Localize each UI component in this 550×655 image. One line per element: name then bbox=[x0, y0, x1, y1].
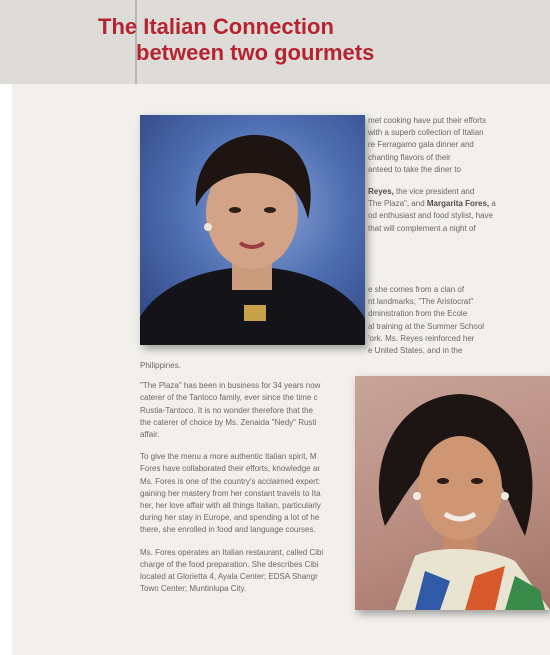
portrait-photo-reyes bbox=[140, 115, 365, 345]
title-line-2: between two gourmets bbox=[136, 40, 375, 65]
text-line: gaining her mastery from her constant travels to Ita bbox=[140, 488, 321, 498]
text-line: The Plaza", and Margarita Fores, a bbox=[368, 199, 496, 209]
text-line: Town Center; Muntinlupa City. bbox=[140, 584, 247, 594]
text-line: Rustia-Tantoco. It is no wonder therefore that the bbox=[140, 405, 313, 415]
portrait-reyes-image bbox=[140, 115, 365, 345]
text-line: during her stay in Europe, and spending a lot of he bbox=[140, 513, 320, 523]
text-line: there, she enrolled in food and language courses. bbox=[140, 525, 316, 535]
text-line: with a superb collection of Italian bbox=[368, 128, 484, 138]
text-line: Reyes, the vice president and bbox=[368, 187, 475, 197]
text-line: e she comes from a clan of bbox=[368, 285, 465, 294]
text-line: met cooking have put their efforts bbox=[368, 116, 487, 125]
text-line: 'ork. Ms. Reyes reinforced her bbox=[368, 333, 475, 343]
name-fores: Margarita Fores, bbox=[426, 199, 490, 209]
text-line: that will complement a night of bbox=[368, 223, 476, 233]
text-line: e United States, and in the bbox=[368, 346, 463, 356]
text-line: caterer of the Tantoco family, ever since the time c bbox=[140, 393, 318, 403]
text-line: Fores have collaborated their efforts, knowledge ar bbox=[140, 464, 320, 474]
article-title bbox=[98, 14, 374, 66]
text-line: al training at the Summer School bbox=[368, 321, 485, 331]
right-column-top bbox=[368, 115, 496, 235]
text-line: anteed to take the diner to bbox=[368, 164, 461, 174]
text-line: Ms. Fores is one of the country's acclaimed expert: bbox=[140, 476, 321, 486]
text-line: her, her love affair with all things Italian, particularly bbox=[140, 501, 321, 511]
text-line: Ms. Fores operates an Italian restaurant, called Cibi bbox=[140, 547, 324, 557]
text-line: Philippines. bbox=[140, 361, 181, 370]
text-line: "The Plaza" has been in business for 34 years now bbox=[140, 381, 321, 391]
left-column bbox=[140, 360, 323, 595]
text-line: chanting flavors of their bbox=[368, 152, 451, 162]
left-margin-strip bbox=[0, 84, 12, 655]
text-line: located at Glorietta 4, Ayala Center; EDSA Shangr bbox=[140, 572, 318, 582]
portrait-photo-fores bbox=[355, 376, 550, 610]
text-line: affair. bbox=[140, 430, 160, 440]
page-header bbox=[0, 0, 550, 84]
text-line: nt landmarks, "The Aristocrat" bbox=[368, 297, 474, 307]
text-line: charge of the food preparation. She describes Cibi bbox=[140, 559, 319, 569]
text-line: re Ferragamo gala dinner and bbox=[368, 140, 474, 150]
portrait-fores-image bbox=[355, 376, 550, 610]
name-reyes: Reyes, bbox=[368, 187, 394, 197]
right-column-mid bbox=[368, 284, 484, 357]
text-line: dministration from the Ecole bbox=[368, 309, 468, 319]
text-line: od enthusiast and food stylist, have bbox=[368, 211, 493, 221]
text-line: the caterer of choice by Ms. Zenaida "Nedy" Rusti bbox=[140, 417, 317, 427]
title-line-1: The Italian Connection bbox=[98, 14, 334, 39]
text-line: To give the menu a more authentic Italian spirit, M bbox=[140, 452, 317, 462]
